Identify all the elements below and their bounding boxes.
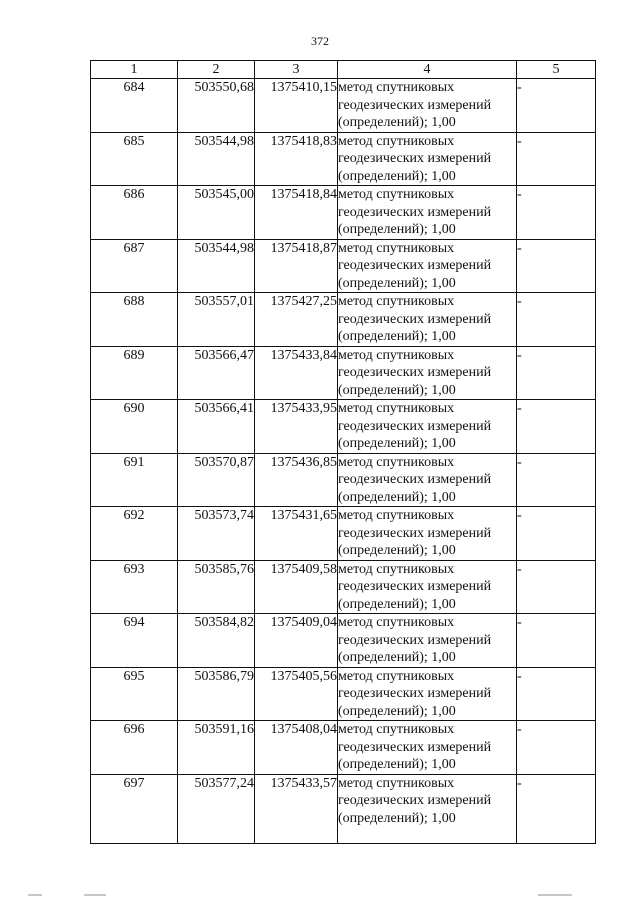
method-text-line: метод спутниковых (338, 80, 455, 95)
x-coordinate-cell: 503544,98 (178, 132, 255, 186)
x-coordinate-cell: 503584,82 (178, 614, 255, 668)
method-text-line: (определений); 1,00 (338, 489, 456, 505)
method-text-line: (определений); 1,00 (338, 115, 456, 130)
point-number-cell: 696 (91, 721, 178, 775)
table-header (91, 61, 596, 79)
y-coordinate-cell: 1375408,04 (255, 721, 338, 775)
point-number-cell: 692 (91, 507, 178, 561)
method-cell (338, 560, 517, 614)
x-coordinate-cell: 503566,47 (178, 346, 255, 400)
method-text-line: геодезических измерений (338, 418, 492, 434)
note-cell: - (517, 400, 596, 454)
note-cell: - (517, 79, 596, 133)
x-coordinate-cell: 503586,79 (178, 667, 255, 721)
y-coordinate-cell: 1375410,15 (255, 79, 338, 133)
table-row (91, 79, 596, 133)
method-text-line: (определений); 1,00 (338, 543, 456, 558)
point-number-cell: 693 (91, 560, 178, 614)
method-text-line: (определений); 1,00 (338, 650, 456, 665)
method-cell (338, 667, 517, 721)
table-row (91, 293, 596, 347)
method-text-line: метод спутниковых (338, 775, 455, 791)
x-coordinate-cell: 503566,41 (178, 400, 255, 454)
y-coordinate-cell: 1375409,58 (255, 560, 338, 614)
method-text-line: геодезических измерений (338, 204, 492, 220)
y-coordinate-cell: 1375405,56 (255, 667, 338, 721)
table-row (91, 239, 596, 293)
point-number-cell: 684 (91, 79, 178, 133)
method-cell (338, 774, 517, 843)
point-number-cell: 690 (91, 400, 178, 454)
point-number-cell: 694 (91, 614, 178, 668)
x-coordinate-cell: 503591,16 (178, 721, 255, 775)
y-coordinate-cell: 1375418,87 (255, 239, 338, 293)
method-text-line: (определений); 1,00 (338, 810, 456, 826)
method-text-line: (определений); 1,00 (338, 703, 456, 719)
method-text-line: метод спутниковых (338, 561, 455, 577)
method-text-line: метод спутниковых (338, 454, 455, 470)
method-text-line: (определений); 1,00 (338, 436, 456, 451)
y-coordinate-cell: 1375433,84 (255, 346, 338, 400)
point-number-cell: 686 (91, 186, 178, 240)
method-text-line: (определений); 1,00 (338, 168, 456, 184)
method-text-line: метод спутниковых (338, 615, 455, 630)
method-text-line: геодезических измерений (338, 97, 492, 113)
note-cell: - (517, 560, 596, 614)
method-text-line: (определений); 1,00 (338, 596, 456, 612)
method-text-line: геодезических измерений (338, 311, 492, 327)
method-text-line: метод спутниковых (338, 347, 455, 363)
point-number-cell: 691 (91, 453, 178, 507)
point-number-cell: 697 (91, 774, 178, 843)
coordinates-table (90, 60, 596, 844)
method-cell (338, 79, 517, 133)
method-cell (338, 721, 517, 775)
method-text-line: геодезических измерений (338, 472, 492, 487)
y-coordinate-cell: 1375433,95 (255, 400, 338, 454)
note-cell: - (517, 132, 596, 186)
header-col-2: 2 (178, 61, 255, 79)
method-text-line: геодезических измерений (338, 525, 492, 541)
point-number-cell: 688 (91, 293, 178, 347)
note-cell: - (517, 774, 596, 843)
x-coordinate-cell: 503550,68 (178, 79, 255, 133)
note-cell: - (517, 614, 596, 668)
method-text-line: (определений); 1,00 (338, 382, 456, 398)
method-text-line: (определений); 1,00 (338, 757, 456, 772)
header-col-1: 1 (91, 61, 178, 79)
method-text-line: метод спутниковых (338, 133, 455, 149)
table-row (91, 667, 596, 721)
method-text-line: геодезических измерений (338, 632, 492, 648)
header-row (91, 61, 596, 79)
x-coordinate-cell: 503577,24 (178, 774, 255, 843)
method-text-line: метод спутниковых (338, 240, 455, 256)
method-text-line: метод спутниковых (338, 401, 455, 416)
method-text-line: геодезических измерений (338, 258, 492, 273)
table-row (91, 721, 596, 775)
scan-edge-marks (0, 894, 640, 900)
method-cell (338, 507, 517, 561)
method-cell (338, 346, 517, 400)
point-number-cell: 685 (91, 132, 178, 186)
table-row (91, 560, 596, 614)
y-coordinate-cell: 1375433,57 (255, 774, 338, 843)
table-row (91, 400, 596, 454)
table-row (91, 346, 596, 400)
method-cell (338, 132, 517, 186)
method-text-line: метод спутниковых (338, 187, 455, 202)
method-text-line: геодезических измерений (338, 579, 492, 594)
x-coordinate-cell: 503545,00 (178, 186, 255, 240)
method-cell (338, 186, 517, 240)
method-text-line: геодезических измерений (338, 793, 492, 808)
method-text-line: метод спутниковых (338, 668, 455, 684)
note-cell: - (517, 186, 596, 240)
note-cell: - (517, 239, 596, 293)
x-coordinate-cell: 503544,98 (178, 239, 255, 293)
table-row (91, 614, 596, 668)
y-coordinate-cell: 1375427,25 (255, 293, 338, 347)
point-number-cell: 689 (91, 346, 178, 400)
x-coordinate-cell: 503585,76 (178, 560, 255, 614)
method-text-line: (определений); 1,00 (338, 275, 456, 291)
table-body (91, 79, 596, 844)
method-cell (338, 293, 517, 347)
x-coordinate-cell: 503570,87 (178, 453, 255, 507)
note-cell: - (517, 667, 596, 721)
header-col-4: 4 (338, 61, 517, 79)
method-text-line: геодезических измерений (338, 686, 492, 701)
y-coordinate-cell: 1375418,84 (255, 186, 338, 240)
y-coordinate-cell: 1375431,65 (255, 507, 338, 561)
method-text-line: метод спутниковых (338, 508, 455, 523)
point-number-cell: 687 (91, 239, 178, 293)
table-row (91, 453, 596, 507)
table-row (91, 507, 596, 561)
note-cell: - (517, 721, 596, 775)
y-coordinate-cell: 1375409,04 (255, 614, 338, 668)
method-cell (338, 453, 517, 507)
method-text-line: геодезических измерений (338, 739, 492, 755)
point-number-cell: 695 (91, 667, 178, 721)
method-text-line: геодезических измерений (338, 151, 492, 166)
method-text-line: (определений); 1,00 (338, 222, 456, 237)
page-number: 372 (311, 34, 329, 48)
table-row (91, 774, 596, 843)
note-cell: - (517, 453, 596, 507)
note-cell: - (517, 346, 596, 400)
method-text-line: (определений); 1,00 (338, 329, 456, 344)
note-cell: - (517, 293, 596, 347)
y-coordinate-cell: 1375436,85 (255, 453, 338, 507)
table-row (91, 132, 596, 186)
table-row (91, 186, 596, 240)
y-coordinate-cell: 1375418,83 (255, 132, 338, 186)
header-col-3: 3 (255, 61, 338, 79)
x-coordinate-cell: 503557,01 (178, 293, 255, 347)
method-cell (338, 614, 517, 668)
note-cell: - (517, 507, 596, 561)
x-coordinate-cell: 503573,74 (178, 507, 255, 561)
method-cell (338, 400, 517, 454)
header-col-5: 5 (517, 61, 596, 79)
method-text-line: метод спутниковых (338, 722, 455, 737)
method-cell (338, 239, 517, 293)
method-text-line: метод спутниковых (338, 294, 455, 309)
method-text-line: геодезических измерений (338, 365, 492, 380)
